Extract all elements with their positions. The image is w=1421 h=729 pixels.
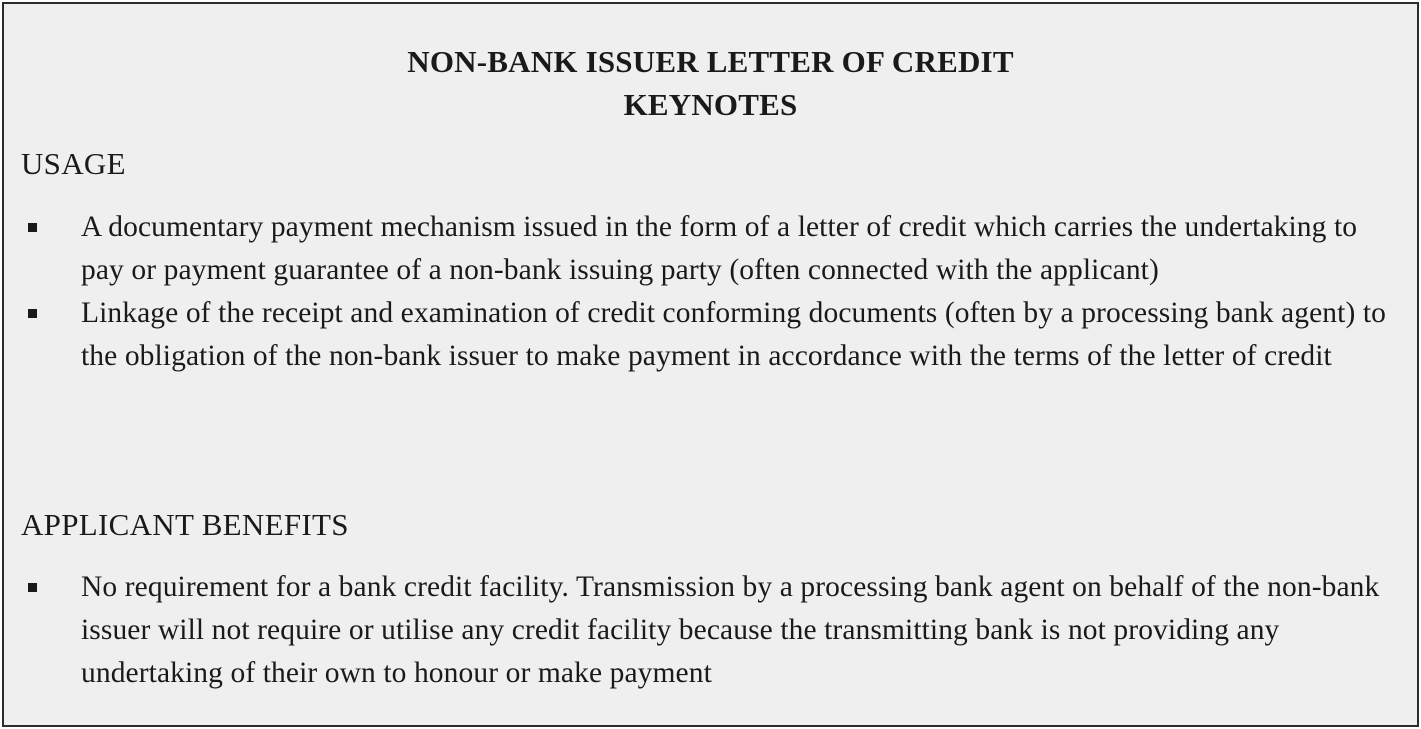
square-bullet-icon [28,309,37,318]
section-heading-usage: USAGE [21,146,126,181]
document-title [4,40,1417,126]
bullet-text: No requirement for a bank credit facility. Transmission by a processing bank agent on behalf of the non-bank issuer will not require or utilise any credit facility because the transmitting bank is not providing any undertaking of their own to honour or make payment [81,571,1380,689]
keynotes-panel [2,2,1419,727]
title-line-2: KEYNOTES [623,87,798,122]
usage-bullet-list [4,206,1417,378]
title-line-1: NON-BANK ISSUER LETTER OF CREDIT [407,44,1014,79]
benefits-bullet-list [4,566,1417,695]
list-item [4,292,1417,378]
bullet-text: Linkage of the receipt and examination of credit conforming documents (often by a processing bank agent) to the obligation of the non-bank issuer to make payment in accordance with the terms of the letter of credit [81,297,1386,372]
bullet-text: A documentary payment mechanism issued in the form of a letter of credit which carries the undertaking to pay or payment guarantee of a non-bank issuing party (often connected with the applicant) [81,211,1358,286]
section-heading-applicant-benefits: APPLICANT BENEFITS [21,507,349,542]
square-bullet-icon [28,223,37,232]
list-item [4,566,1417,695]
list-item [4,206,1417,292]
square-bullet-icon [28,583,37,592]
